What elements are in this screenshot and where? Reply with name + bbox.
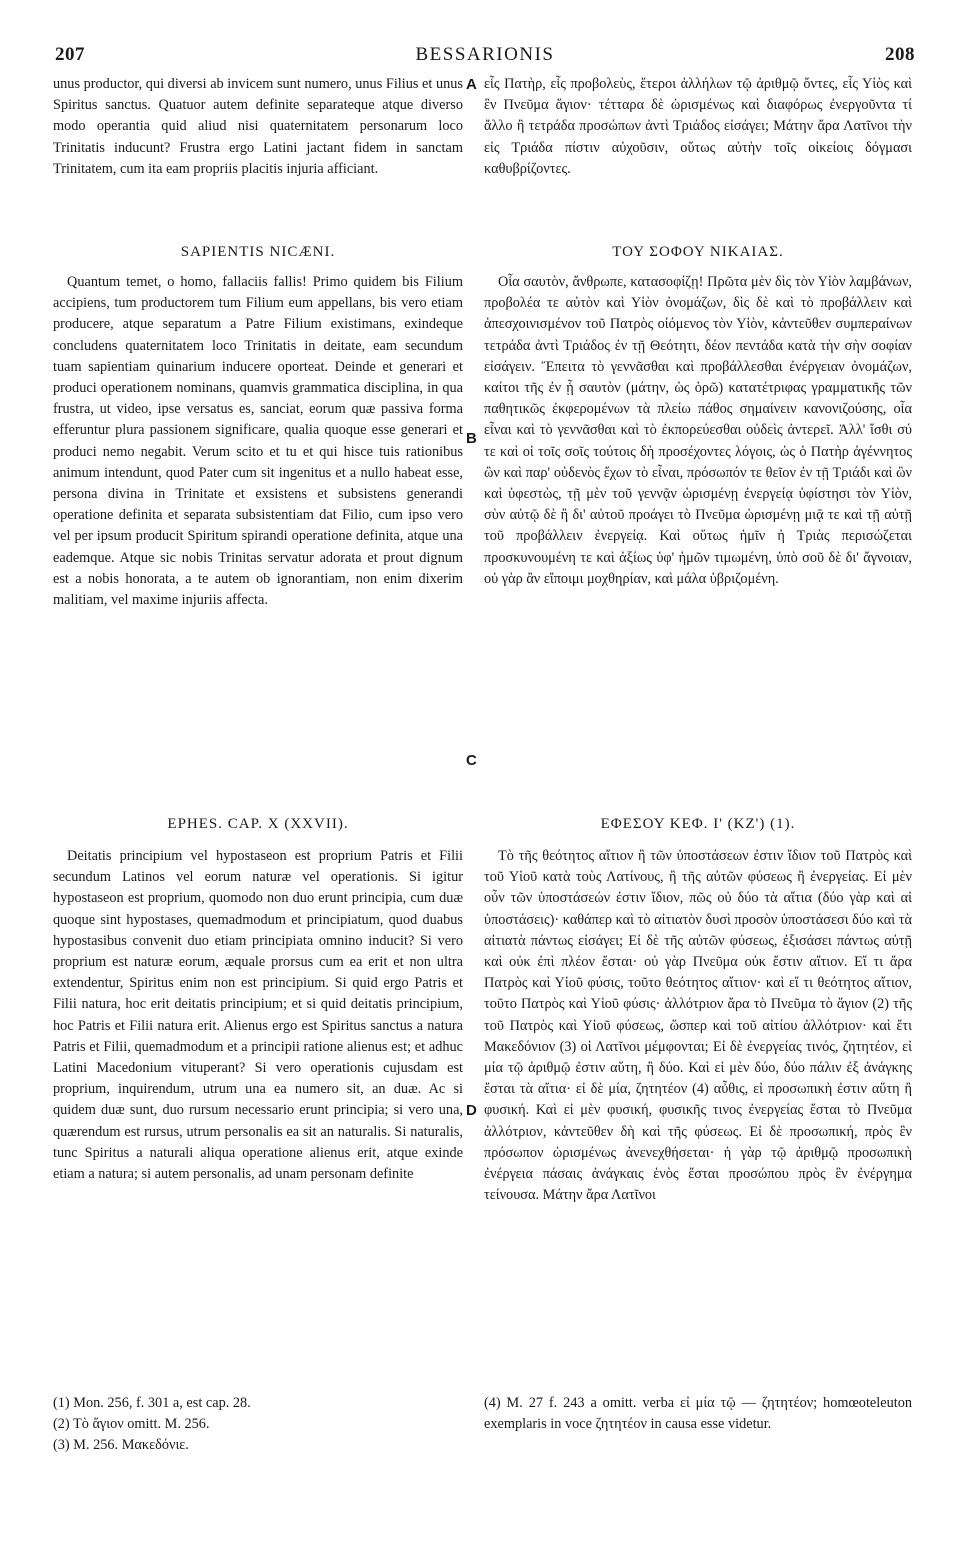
footnote: (1) Mon. 256, f. 301 a, est cap. 28. <box>53 1395 251 1411</box>
margin-letter-a: A <box>466 76 477 93</box>
latin-section-title-nicaeni: SAPIENTIS NICÆNI. <box>180 244 336 260</box>
greek-block-1 <box>484 74 912 216</box>
page-header <box>55 44 915 70</box>
footnote: (2) Τὸ ἅγιον omitt. M. 256. <box>53 1416 210 1433</box>
latin-block-3 <box>53 846 463 1382</box>
greek-block-2 <box>484 272 912 782</box>
latin-block-1 <box>53 74 463 236</box>
latin-section-title-ephes: EPHES. CAP. X (XXVII). <box>167 816 349 832</box>
greek-paragraph: Οἷα σαυτὸν, ἄνθρωπε, κατασοφίζῃ! Πρῶτα μὲν δὶς τὸν Υἱὸν λαμβάνων, προβολέα τε αὐτὸν καὶ Υἱὸν ὀνομάζων, δὶς δὲ καὶ τὸ προβάλλειν καὶ ἀπεσχοινισμένον τοῦ Πατρὸς οἰόμενος τὸν Υἱὸν, κἀντεῦθεν συμπεραίνων τετράδα ἀντὶ Τριάδος ἐν τῇ Θεότητι, δέον πεντάδα κατὰ τὴν σὴν σοφίαν εἰσάγειν. Ἔπειτα τὸ γεννᾶσθαι καὶ προβάλλεσθαι ἐνέργειαν ὀνομάζων, καίτοι τῆς ἐν ᾗ σαυτὸν (μάτην, ὡς ὁρῶ) κατατέτριφας γραμματικῆς τῶν παθητικῶς ἐκφερομένων τὰ πλείω πάθος σημαίνειν κανονιζούσης, οἷα εἶναι καὶ τὸ γεννᾶσθαι καὶ τὸ ἐκπορεύεσθαι οὐδεὶς ἀντερεῖ. Ἀλλ' ἴσθι σύ τε καὶ οἱ τοῖς σοῖς τούτοις δὴ προσέχοντες λόγοις, ὡς ὁ Πατὴρ ἀγέννητος ὢν καὶ παρ' οὐδενὸς ἔχων τὸ εἶναι, πρόσωπόν τε θεῖον ἐν τῇ Τριάδι καὶ ὢν καὶ ὑφεστὼς, τῇ μὲν τοῦ γεννᾷν ὡρισμένῃ ἐνεργείᾳ ὑφίστησι τὸν Υἱὸν, σὺν αὐτῷ δὲ ἢ δι' αὐτοῦ προάγει τὸ Πνεῦμα ὡρισμένῃ μιᾷ τε καὶ τῇ αὐτῇ τοῦ προβάλλειν ἐνεργείᾳ. Καὶ οὕτως ἡμῖν ἡ Τριὰς περισώζεται προσκυνουμένη τε καὶ ἀξίως ὑφ' ἡμῶν τιμωμένη, ὑπὸ σοῦ δὲ δι' ἄγνοιαν, οὐ γὰρ ἂν εἴποιμι μοχθηρίαν, καὶ μάλα ὑβριζομένη. <box>484 274 912 587</box>
page-number-right: 208 <box>885 44 915 65</box>
latin-paragraph: unus productor, qui diversi ab invicem sunt numero, unus Filius et unus Spiritus sanctus. Quatuor autem definite separateque atque diverso modo operantia quid aliud nisi quaternitatem personarum loco Trinitatis inducunt? Frustra ergo Latini jactant fidem in sanctam Trinitatem, cum ita eam propriis placitis injuria afficiant. <box>53 76 463 177</box>
running-title: BESSARIONIS <box>415 44 555 65</box>
margin-letter-d: D <box>466 1102 477 1119</box>
latin-paragraph: Deitatis principium vel hypostaseon est proprium Patris et Filii secundum Latinos vel eorum naturæ vel operationis. Si igitur hypostaseon est proprium, quomodo non duo erunt principia, cum duæ quoque sint hypostases, quemadmodum et principiatum, quod duabus hypostasibus convenit duo etiam principiata omnino inducit? Si vero proprium est naturæ eorum, æquale prorsus cum ea erit et non ultra extendentur, Spiritus enim non est principium. Si quid ergo Patris et Filii natura, hoc erit deitatis principium; et si quid deitatis principium, hoc Patris et Filii natura erit. Alienus ergo est Spiritus sanctus a natura Patris et Filii, quemadmodum et a principii ratione alienus est; et adhuc Latini Macedonium vituperant? Si vero operationis cujusdam est proprium, inquirendum, utrum una ea numero sit, an duæ. Ac si quidem duæ sunt, duo rursum necessario erunt principia; si vero una, quærendum est rursus, utrum personalis ea sit an naturalis. Si naturalis, tunc Spiritus a naturali aliqua operatione alienus erit, atque exinde etiam a natura; si autem personalis, ad unam personam definite <box>53 848 463 1183</box>
margin-letter-c: C <box>466 752 477 769</box>
latin-paragraph: Quantum temet, o homo, fallaciis fallis! Primo quidem bis Filium accipiens, tum productorem tum Filium eum appellans, bis vero etiam producere, atque separatum a Patre Filium existimans, exindeque concludens quaternitatem loco Trinitatis in deitate, eam secundum tuam sapientiam quinarium inducere oporteat. Deinde et generari et produci operationem nominans, quamvis grammatica disciplina, in qua frustra, ut video, ipse versatus es, sanciat, eorum quæ passiva forma efferuntur plura passionem significare, qualia quoque esse generari et produci nemo negabit. Verum scito et tu et qui hisce tuis rationibus animum intendunt, quod Pater cum sit ingenitus et a nullo habeat esse, persona divina in Trinitate et exsistens et subsistens generandi operatione definita et separata subsistentiam dat Filio, cum ipso vero vel per ipsum producit Spiritum spirandi operatione definita, atque una eademque. Atque sic nobis Trinitas servatur adorata et prout dignum est a nobis honorata, a te autem ob ignorantiam, non enim dixerim malitiam, vel maxime injuriis affecta. <box>53 274 463 609</box>
margin-letter-b: B <box>466 430 477 447</box>
greek-paragraph: Τὸ τῆς θεότητος αἴτιον ἢ τῶν ὑποστάσεων ἐστιν ἴδιον τοῦ Πατρὸς καὶ τοῦ Υἱοῦ κατὰ τοὺς Λατίνους, ἢ τῆς αὐτῶν φύσεως ἢ ἐνεργείας. Εἰ μὲν οὖν τῶν ὑποστάσεών ἐστιν ἴδιον, πῶς οὐ δύο τὰ αἴτια (δύο γὰρ καὶ αἱ ὑποστάσεις)· καθάπερ καὶ τὸ αἰτιατὸν δυσὶ προσὸν ὑποστάσεσι δύο καὶ τὰ αἰτιατὰ πάντως εἰσάγει; Εἰ δὲ τῆς αὐτῶν φύσεως, ἐξισάσει πάντως αὐτῇ καὶ οὐκ ἐπὶ πλέον ἔσται· οὐ γὰρ Πνεῦμα οὐκ ἔστιν αἴτιον. Εἴ τι ἄρα Πατρὸς καὶ Υἱοῦ φύσις, τοῦτο θεότητος αἴτιον· καὶ εἴ τι θεότητος αἴτιον, τοῦτο Πατρὸς καὶ Υἱοῦ φύσις· ἀλλότριον ἄρα τὸ Πνεῦμα τὸ ἅγιον (2) τῆς τοῦ Πατρὸς καὶ Υἱοῦ φύσεως, ὥσπερ καὶ τοῦ αἰτίου ἀλλότριον· καὶ ἔτι Μακεδόνιον (3) οἱ Λατῖνοι μέμφονται; Εἰ δὲ ἐνεργείας τινός, ζητητέον, εἰ μία τῷ ἀριθμῷ ἐστιν αὕτη, ἢ δύο. Καὶ εἰ μὲν δύο, δύο πάλιν ἐξ ἀνάγκης ἔσται τὰ αἴτια· εἰ δὲ μία, ζητητέον (4) αὖθις, εἰ προσωπικὴ ἐστιν αὕτη ἢ φυσική. Καὶ εἰ μὲν φυσική, φυσικῆς τινος ἐνεργείας ἔσται τὸ Πνεῦμα ἀλλότριον, κἀντεῦθεν δὴ καὶ τῆς φύσεως. Εἰ δὲ προσωπική, πρὸς ἓν πρόσωπον ὡρισμένως ἀνενεχθήσεται· ἡ γὰρ τῷ ἀριθμῷ προσωπικὴ ἐνέργεια πάσαις ἀνάγκαις ἑνὸς ἔσται προσώπου πρὸς ἓν ἐνέργημα τείνουσα. Μάτην ἄρα Λατῖνοι <box>484 848 912 1204</box>
greek-block-3 <box>484 846 912 1382</box>
latin-block-2 <box>53 272 463 802</box>
footnote: (4) M. 27 f. 243 a omitt. verba εἰ μία τῷ — ζητητέον; homœoteleuton exemplaris in voce ζητητέον in causa esse videtur. <box>484 1395 912 1433</box>
greek-section-title-ephes: ΕΦΕΣΟΥ ΚΕΦ. Ι' (ΚΖ') (1). <box>600 816 796 832</box>
greek-section-title-nicaeni: ΤΟΥ ΣΟΦΟΥ ΝΙΚΑΙΑΣ. <box>612 244 784 260</box>
footnote: (3) M. 256. Μακεδόνιε. <box>53 1437 189 1454</box>
page-number-left: 207 <box>55 44 85 65</box>
greek-paragraph: εἷς Πατὴρ, εἷς προβολεὺς, ἕτεροι ἀλλήλων τῷ ἀριθμῷ ὄντες, εἷς Υἱὸς καὶ ἓν Πνεῦμα ἅγιον· τέτταρα δὲ ὡρισμένως καὶ διαφόρως ἐνεργοῦντα τί ἄλλο ἢ τετράδα προσώπων ἀντὶ Τριάδος εἰσάγει; Μάτην ἄρα Λατῖνοι τὴν εἰς Τριάδα πίστιν αὐχοῦσιν, οὕτως αὐτὴν τοῖς οἰκείοις δόγμασι καθυβρίζοντες. <box>484 76 912 177</box>
latin-footnotes <box>53 1393 463 1459</box>
greek-footnotes <box>484 1393 912 1443</box>
